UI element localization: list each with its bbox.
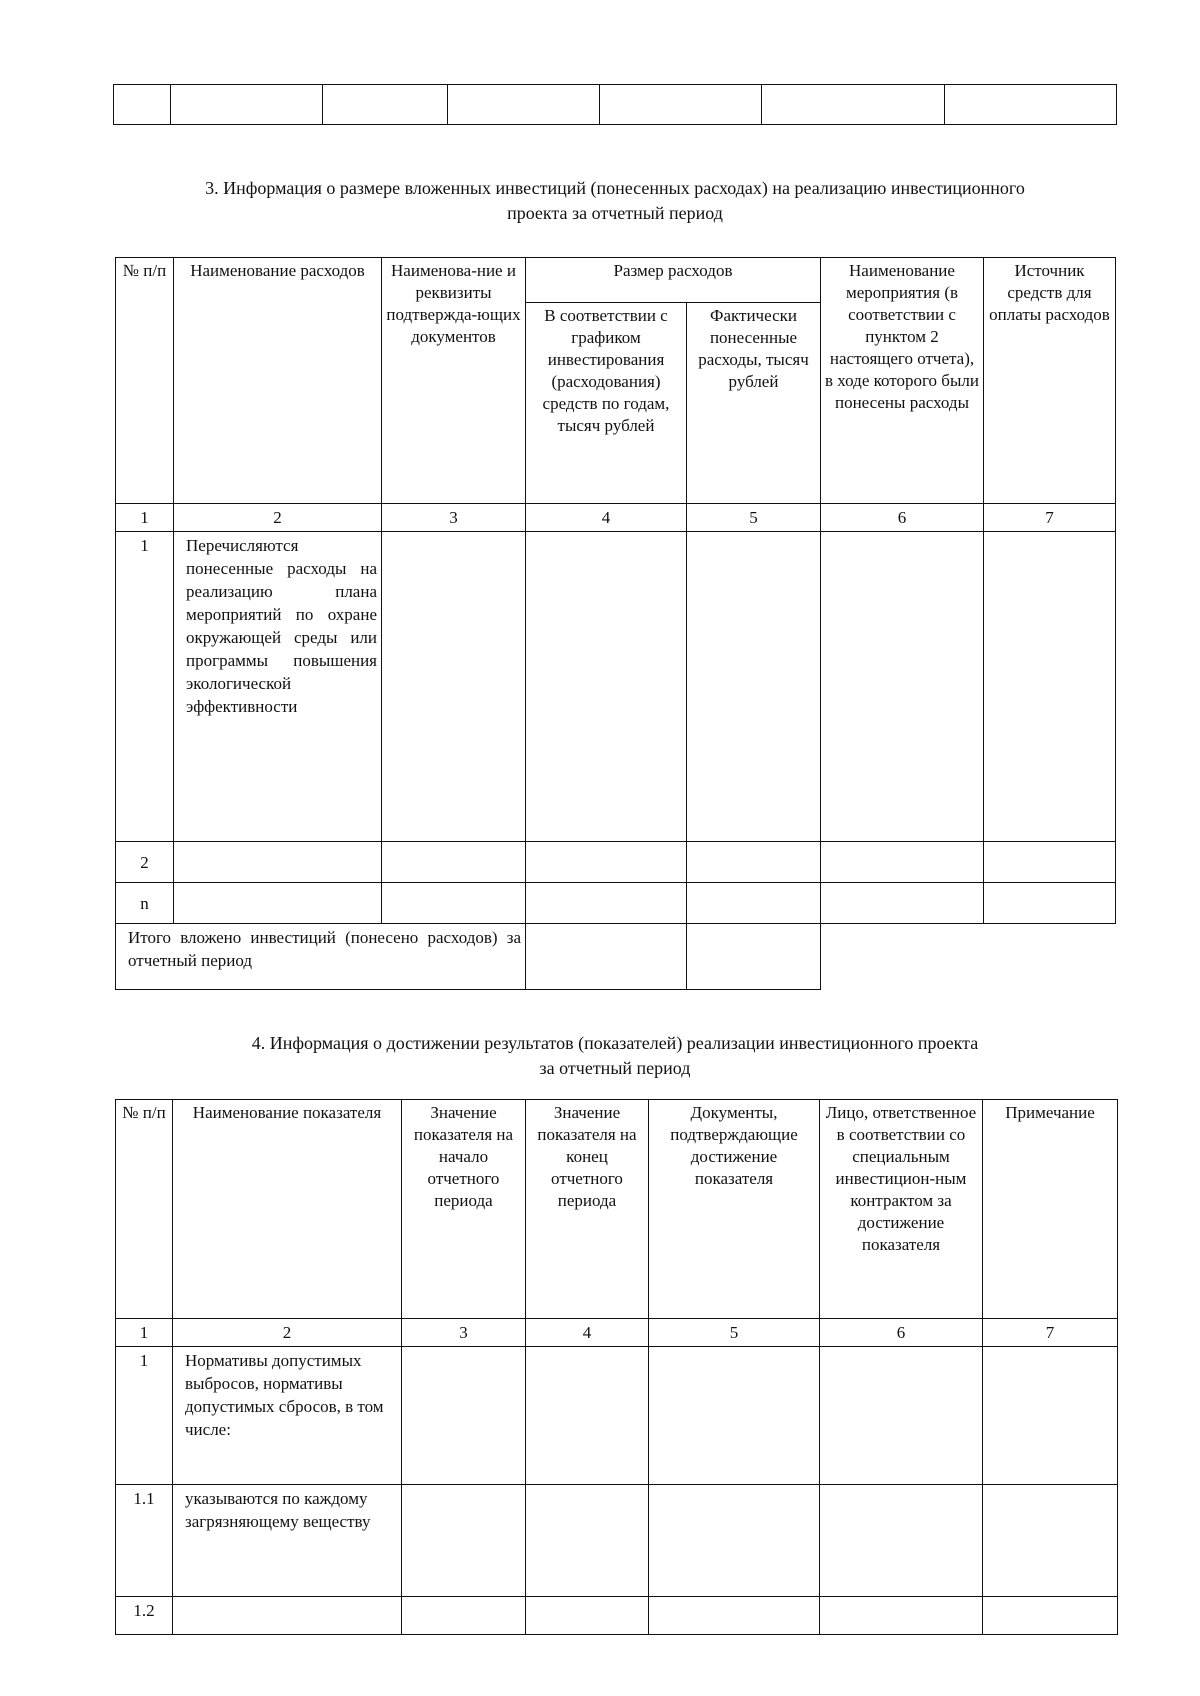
total-planned-cell bbox=[526, 924, 687, 990]
header-indicator-name: Наименование показателя bbox=[173, 1100, 402, 1319]
empty-cell bbox=[820, 1485, 983, 1597]
col-number: 7 bbox=[984, 504, 1116, 532]
col-number: 7 bbox=[983, 1319, 1118, 1347]
row-num: 2 bbox=[116, 842, 174, 883]
header-planned-expenses: В соответствии с графиком инвестирования (расходования) средств по годам, тысяч рублей bbox=[526, 303, 687, 504]
total-actual-cell bbox=[687, 924, 821, 990]
empty-cell bbox=[821, 842, 984, 883]
section3-title bbox=[60, 176, 1170, 226]
col-number: 3 bbox=[402, 1319, 526, 1347]
empty-cell bbox=[649, 1485, 820, 1597]
row-num: 1 bbox=[116, 1347, 173, 1485]
empty-cell bbox=[382, 532, 526, 842]
empty-cell bbox=[600, 85, 762, 125]
row-expense-name bbox=[174, 883, 382, 924]
empty-cell bbox=[526, 1485, 649, 1597]
empty-cell bbox=[821, 532, 984, 842]
empty-cell bbox=[687, 842, 821, 883]
section3-title-line1: 3. Информация о размере вложенных инвестиций (понесенных расходах) на реализацию инвестиционного bbox=[205, 178, 1025, 198]
total-label: Итого вложено инвестиций (понесено расходов) за отчетный период bbox=[116, 924, 526, 990]
header-documents: Наименова-ние и реквизиты подтвержда-ющих документов bbox=[382, 258, 526, 504]
empty-cell bbox=[114, 85, 171, 125]
header-funding-source: Источник средств для оплаты расходов bbox=[984, 258, 1116, 504]
col-number: 5 bbox=[649, 1319, 820, 1347]
header-note: Примечание bbox=[983, 1100, 1118, 1319]
row-indicator-name: указываются по каждому загрязняющему веществу bbox=[173, 1485, 402, 1597]
empty-cell bbox=[649, 1347, 820, 1485]
empty-cell bbox=[821, 883, 984, 924]
empty-cell bbox=[945, 85, 1117, 125]
header-num: № п/п bbox=[116, 258, 174, 504]
row-expense-name: Перечисляются понесенные расходы на реализацию плана мероприятий по охране окружающей среды или программы повышения экологической эффективности bbox=[174, 532, 382, 842]
row-indicator-name: Нормативы допустимых выбросов, нормативы допустимых сбросов, в том числе: bbox=[173, 1347, 402, 1485]
empty-cell bbox=[983, 1597, 1118, 1635]
header-expense-size: Размер расходов bbox=[526, 258, 821, 303]
section4-title bbox=[60, 1031, 1170, 1081]
row-num: 1.1 bbox=[116, 1485, 173, 1597]
empty-cell bbox=[526, 842, 687, 883]
col-number: 4 bbox=[526, 1319, 649, 1347]
col-number: 6 bbox=[820, 1319, 983, 1347]
empty-cell bbox=[820, 1347, 983, 1485]
empty-cell bbox=[448, 85, 600, 125]
header-expense-name: Наименование расходов bbox=[174, 258, 382, 504]
header-start-value: Значение показателя на начало отчетного периода bbox=[402, 1100, 526, 1319]
row-num: 1.2 bbox=[116, 1597, 173, 1635]
col-number: 2 bbox=[173, 1319, 402, 1347]
empty-cell bbox=[526, 1347, 649, 1485]
empty-cell bbox=[983, 1485, 1118, 1597]
section3-title-line2: проекта за отчетный период bbox=[507, 203, 723, 223]
col-number: 5 bbox=[687, 504, 821, 532]
col-number: 3 bbox=[382, 504, 526, 532]
empty-cell bbox=[526, 532, 687, 842]
empty-cell bbox=[649, 1597, 820, 1635]
col-number: 1 bbox=[116, 1319, 173, 1347]
col-number: 4 bbox=[526, 504, 687, 532]
empty-cell bbox=[323, 85, 448, 125]
previous-table-fragment bbox=[113, 84, 1117, 125]
empty-cell bbox=[526, 883, 687, 924]
empty-cell bbox=[382, 842, 526, 883]
empty-cell bbox=[762, 85, 945, 125]
empty-cell bbox=[984, 883, 1116, 924]
blank-area bbox=[821, 924, 1116, 990]
row-num: 1 bbox=[116, 532, 174, 842]
header-end-value: Значение показателя на конец отчетного периода bbox=[526, 1100, 649, 1319]
empty-cell bbox=[382, 883, 526, 924]
header-num: № п/п bbox=[116, 1100, 173, 1319]
col-number: 2 bbox=[174, 504, 382, 532]
section4-title-line2: за отчетный период bbox=[539, 1058, 691, 1078]
header-event: Наименование мероприятия (в соответствии с пунктом 2 настоящего отчета), в ходе которого были понесены расходы bbox=[821, 258, 984, 504]
empty-cell bbox=[402, 1485, 526, 1597]
empty-cell bbox=[171, 85, 323, 125]
empty-cell bbox=[983, 1347, 1118, 1485]
indicators-table bbox=[115, 1099, 1118, 1635]
header-responsible-person: Лицо, ответственное в соответствии со специальным инвестицион-ным контрактом за достижение показателя bbox=[820, 1100, 983, 1319]
empty-cell bbox=[687, 532, 821, 842]
row-num: n bbox=[116, 883, 174, 924]
row-indicator-name bbox=[173, 1597, 402, 1635]
empty-cell bbox=[984, 532, 1116, 842]
investments-table bbox=[115, 257, 1116, 990]
col-number: 6 bbox=[821, 504, 984, 532]
empty-cell bbox=[402, 1597, 526, 1635]
header-actual-expenses: Фактически понесенные расходы, тысяч рублей bbox=[687, 303, 821, 504]
header-documents: Документы, подтверждающие достижение показателя bbox=[649, 1100, 820, 1319]
empty-cell bbox=[687, 883, 821, 924]
section4-title-line1: 4. Информация о достижении результатов (показателей) реализации инвестиционного проекта bbox=[251, 1033, 979, 1053]
empty-cell bbox=[820, 1597, 983, 1635]
empty-cell bbox=[402, 1347, 526, 1485]
row-expense-name bbox=[174, 842, 382, 883]
empty-cell bbox=[526, 1597, 649, 1635]
col-number: 1 bbox=[116, 504, 174, 532]
empty-cell bbox=[984, 842, 1116, 883]
